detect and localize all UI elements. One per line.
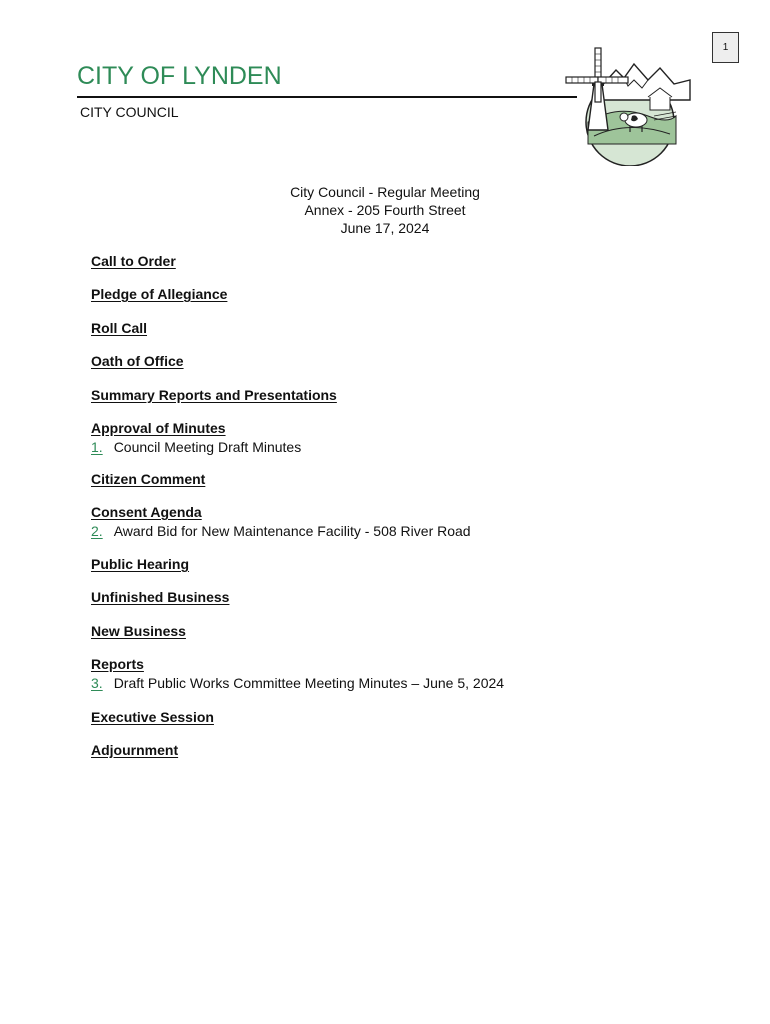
section-executive-session: [91, 708, 391, 727]
meeting-date: June 17, 2024: [340, 220, 430, 236]
item-link[interactable]: 2.: [91, 523, 103, 539]
section-roll-call: [91, 319, 147, 338]
item-text: Draft Public Works Committee Meeting Minutes – June 5, 2024: [113, 675, 505, 691]
agenda-item: [91, 438, 691, 456]
section-heading: Roll Call: [91, 320, 148, 336]
section-heading: Oath of Office: [91, 353, 184, 369]
meeting-info: [230, 183, 540, 237]
header-divider: [77, 96, 577, 98]
section-heading: Approval of Minutes: [91, 420, 226, 436]
section-summary-reports: [91, 386, 591, 405]
section-consent-agenda: [91, 503, 691, 540]
section-oath: [91, 352, 184, 371]
section-call-to-order: [91, 252, 176, 271]
section-public-hearing: [91, 555, 189, 574]
page-number: 1: [712, 32, 739, 63]
section-heading: Summary Reports and Presentations: [91, 387, 337, 403]
item-text: Council Meeting Draft Minutes: [113, 439, 302, 455]
agenda-item: [91, 674, 691, 692]
section-heading: Citizen Comment: [91, 471, 206, 487]
section-heading: Adjournment: [91, 742, 179, 758]
section-new-business: [91, 622, 391, 641]
section-heading: Pledge of Allegiance: [91, 286, 228, 302]
city-logo-icon: [558, 44, 698, 166]
city-title: CITY OF LYNDEN: [77, 62, 282, 90]
item-link[interactable]: 3.: [91, 675, 103, 691]
section-heading: Call to Order: [91, 253, 176, 269]
council-label: CITY COUNCIL: [80, 104, 179, 120]
section-adjournment: [91, 741, 178, 760]
agenda-item: [91, 522, 691, 540]
section-heading: Executive Session: [91, 709, 214, 725]
meeting-location: Annex - 205 Fourth Street: [304, 202, 466, 218]
section-heading: Unfinished Business: [91, 589, 230, 605]
section-approval-of-minutes: [91, 419, 691, 456]
section-heading: Public Hearing: [91, 556, 190, 572]
item-link[interactable]: 1.: [91, 439, 103, 455]
item-text: Award Bid for New Maintenance Facility - 508 River Road: [113, 523, 471, 539]
section-unfinished-business: [91, 588, 391, 607]
section-citizen-comment: [91, 470, 205, 489]
section-heading: Consent Agenda: [91, 504, 202, 520]
meeting-title: City Council - Regular Meeting: [290, 184, 480, 200]
section-heading: New Business: [91, 623, 186, 639]
section-reports: [91, 655, 691, 692]
section-pledge: [91, 285, 227, 304]
section-heading: Reports: [91, 656, 144, 672]
